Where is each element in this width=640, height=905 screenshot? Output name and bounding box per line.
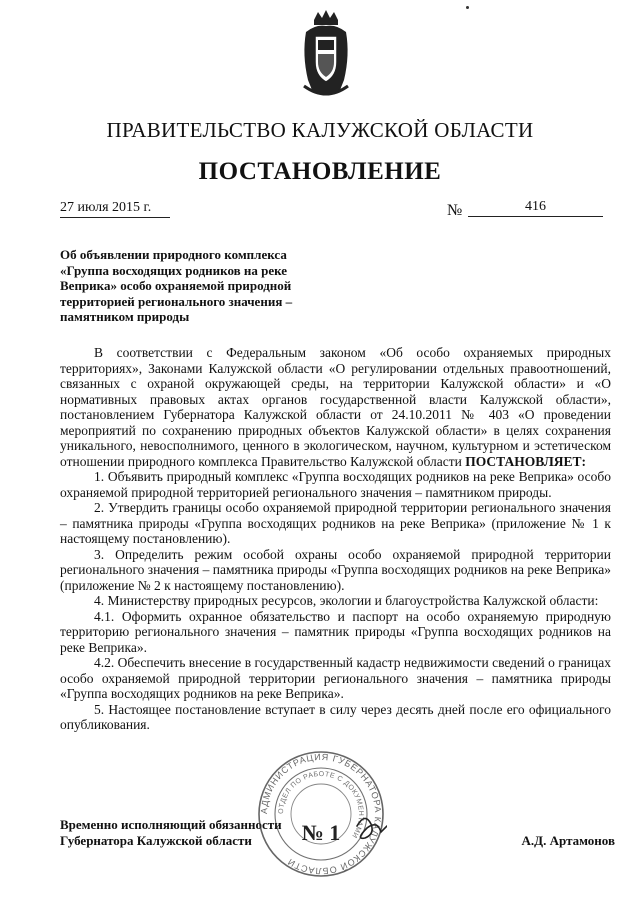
document-date: 27 июля 2015 г. [60, 200, 170, 218]
official-stamp [255, 748, 387, 880]
stamp-inner-text: ОТДЕЛ ПО РАБОТЕ С ДОКУМЕНТАМИ [277, 770, 365, 840]
document-subject: Об объявлении природного комплекса «Группа восходящих родников на реке Веприка» особо охраняемой природной территорией регионального значения – памятником природы [60, 247, 293, 324]
preamble-text: В соответствии с Федеральным законом «Об особо охраняемых природных территориях», Законами Калужской области «О регулировании отдельных правоотношений, связанных с охраной окружающей среды, на территории Калужской области» и «О нормативных правовых актах органов государственной власти Калужской области», постановлением Губернатора Калужской области от 24.10.2011 № 403 «О проведении мероприятий по сохранению природных объектов Калужской области» в целях сохранения уникального, невосполнимого, ценного в экологическом, научном, культурном и эстетическом отношении природного комплекса Правительство Калужской области [60, 345, 611, 469]
document-number: 416 [468, 199, 603, 217]
signatory-title-line1: Временно исполняющий обязанности [60, 817, 282, 832]
scan-speck [466, 6, 469, 9]
coat-of-arms-icon [298, 10, 354, 98]
government-title: ПРАВИТЕЛЬСТВО КАЛУЖСКОЙ ОБЛАСТИ [106, 118, 534, 142]
document-body [60, 345, 611, 733]
preamble-paragraph [60, 345, 611, 469]
document-type: ПОСТАНОВЛЕНИЕ [198, 158, 442, 185]
signatory-title-line2: Губернатора Калужской области [60, 833, 252, 848]
clause-4-1: 4.1. Оформить охранное обязательство и паспорт на особо охраняемую природную территорию регионального значения – памятник природы «Группа восходящих родников на реке Веприка». [60, 608, 611, 655]
signatory-name: А.Д. Артамонов [521, 833, 615, 848]
number-label: № [447, 202, 463, 219]
clause-5: 5. Настоящее постановление вступает в силу через десять дней после его официального опубликования. [60, 701, 611, 732]
clause-1: 1. Объявить природный комплекс «Группа восходящих родников на реке Веприка» особо охраняемой природной территорией регионального значения – памятником природы. [60, 469, 611, 500]
clause-4-2: 4.2. Обеспечить внесение в государственный кадастр недвижимости сведений о границах особо охраняемой природной территории регионального значения – памятника природы «Группа восходящих родников на реке Веприка». [60, 655, 611, 701]
clause-4: 4. Министерству природных ресурсов, экологии и благоустройства Калужской области: [94, 593, 599, 608]
stamp-number: № 1 [301, 820, 341, 845]
resolves-word: ПОСТАНОВЛЯЕТ: [465, 453, 587, 469]
clause-2: 2. Утвердить границы особо охраняемой природной территории регионального значения – памятника природы «Группа восходящих родников на реке Веприка» (приложение № 1 к настоящему постановлению). [60, 500, 611, 546]
clause-3: 3. Определить режим особой охраны особо охраняемой природной территории регионального значения – памятника природы «Группа восходящих родников на реке Веприка» (приложение № 2 к настоящему постановлению). [60, 546, 611, 593]
stamp-ring-text: АДМИНИСТРАЦИЯ ГУБЕРНАТОРА КАЛУЖСКОЙ ОБЛАСТИ [258, 751, 384, 877]
